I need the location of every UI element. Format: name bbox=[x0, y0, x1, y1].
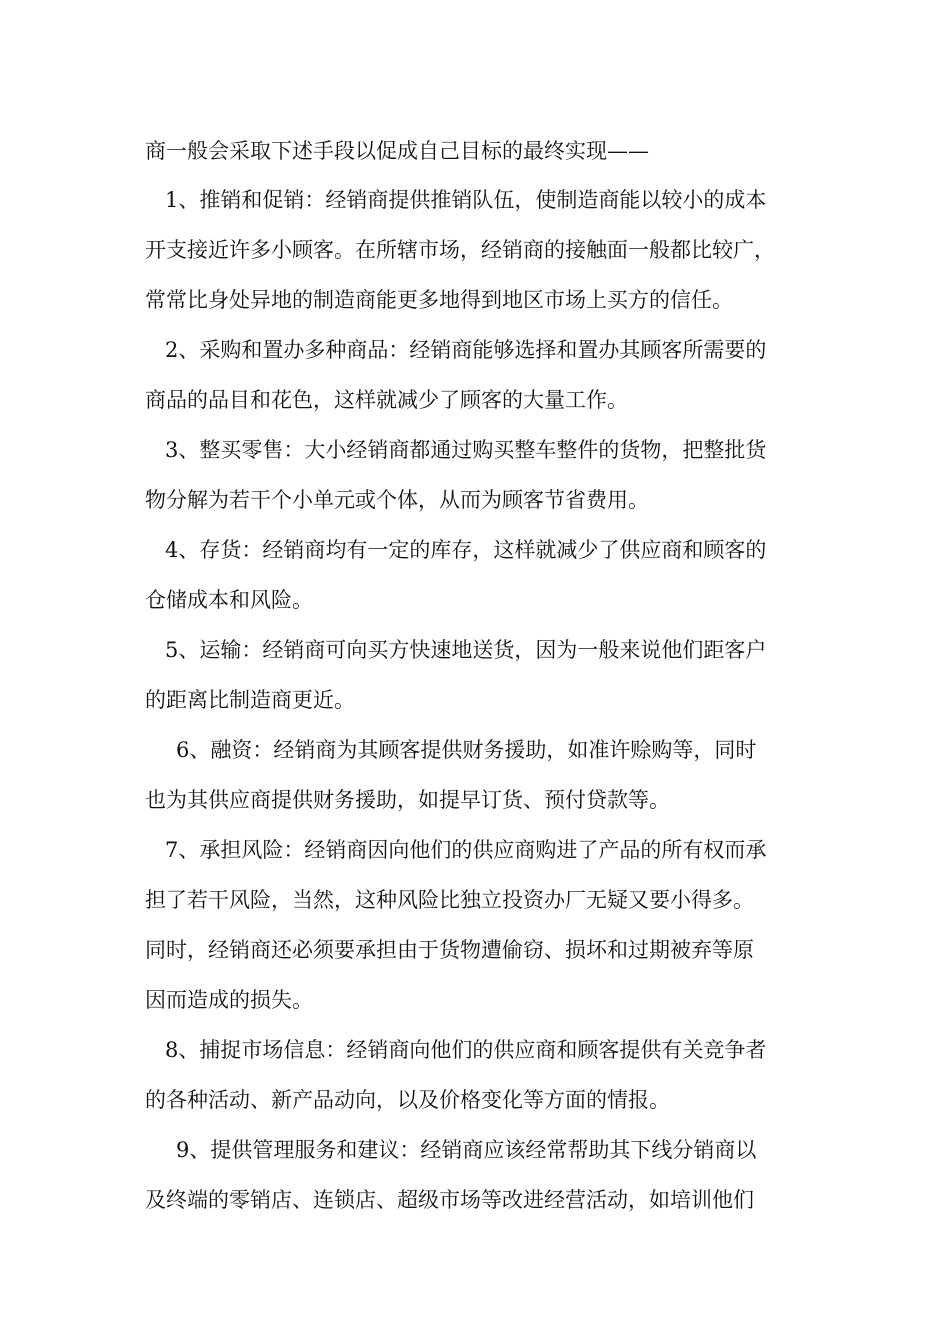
list-item-6-line-1: 6、融资：经销商为其顾客提供财务援助，如准许赊购等，同时 bbox=[176, 738, 757, 762]
list-item-1-line-1: 1、推销和促销：经销商提供推销队伍，使制造商能以较小的成本 bbox=[165, 188, 767, 212]
text-line: 也为其供应商提供财务援助，如提早订货、预付贷款等。 bbox=[145, 788, 670, 812]
text-line: 商一般会采取下述手段以促成自己目标的最终实现—— bbox=[145, 139, 649, 163]
text-line: 的各种活动、新产品动向，以及价格变化等方面的情报。 bbox=[145, 1088, 670, 1112]
text-line: 开支接近许多小顾客。在所辖市场，经销商的接触面一般都比较广， bbox=[145, 238, 775, 262]
text-line: 仓储成本和风险。 bbox=[145, 588, 313, 612]
list-item-4-line-1: 4、存货：经销商均有一定的库存，这样就减少了供应商和顾客的 bbox=[165, 538, 767, 562]
text-line: 常常比身处异地的制造商能更多地得到地区市场上买方的信任。 bbox=[145, 288, 733, 312]
text-line: 及终端的零销店、连锁店、超级市场等改进经营活动，如培训他们 bbox=[145, 1188, 754, 1212]
text-line: 因而造成的损失。 bbox=[145, 988, 313, 1012]
list-item-2-line-1: 2、采购和置办多种商品：经销商能够选择和置办其顾客所需要的 bbox=[165, 338, 767, 362]
text-line: 商品的品目和花色，这样就减少了顾客的大量工作。 bbox=[145, 388, 628, 412]
text-line: 物分解为若干个小单元或个体，从而为顾客节省费用。 bbox=[145, 488, 649, 512]
list-item-3-line-1: 3、整买零售：大小经销商都通过购买整车整件的货物，把整批货 bbox=[165, 438, 767, 462]
list-item-8-line-1: 8、捕捉市场信息：经销商向他们的供应商和顾客提供有关竞争者 bbox=[165, 1038, 767, 1062]
list-item-9-line-1: 9、提供管理服务和建议：经销商应该经常帮助其下线分销商以 bbox=[176, 1138, 757, 1162]
text-line: 担了若干风险，当然，这种风险比独立投资办厂无疑又要小得多。 bbox=[145, 888, 754, 912]
list-item-7-line-1: 7、承担风险：经销商因向他们的供应商购进了产品的所有权而承 bbox=[165, 838, 767, 862]
list-item-5-line-1: 5、运输：经销商可向买方快速地送货，因为一般来说他们距客户 bbox=[165, 638, 767, 662]
text-line: 同时，经销商还必须要承担由于货物遭偷窃、损坏和过期被弃等原 bbox=[145, 938, 754, 962]
text-line: 的距离比制造商更近。 bbox=[145, 688, 355, 712]
